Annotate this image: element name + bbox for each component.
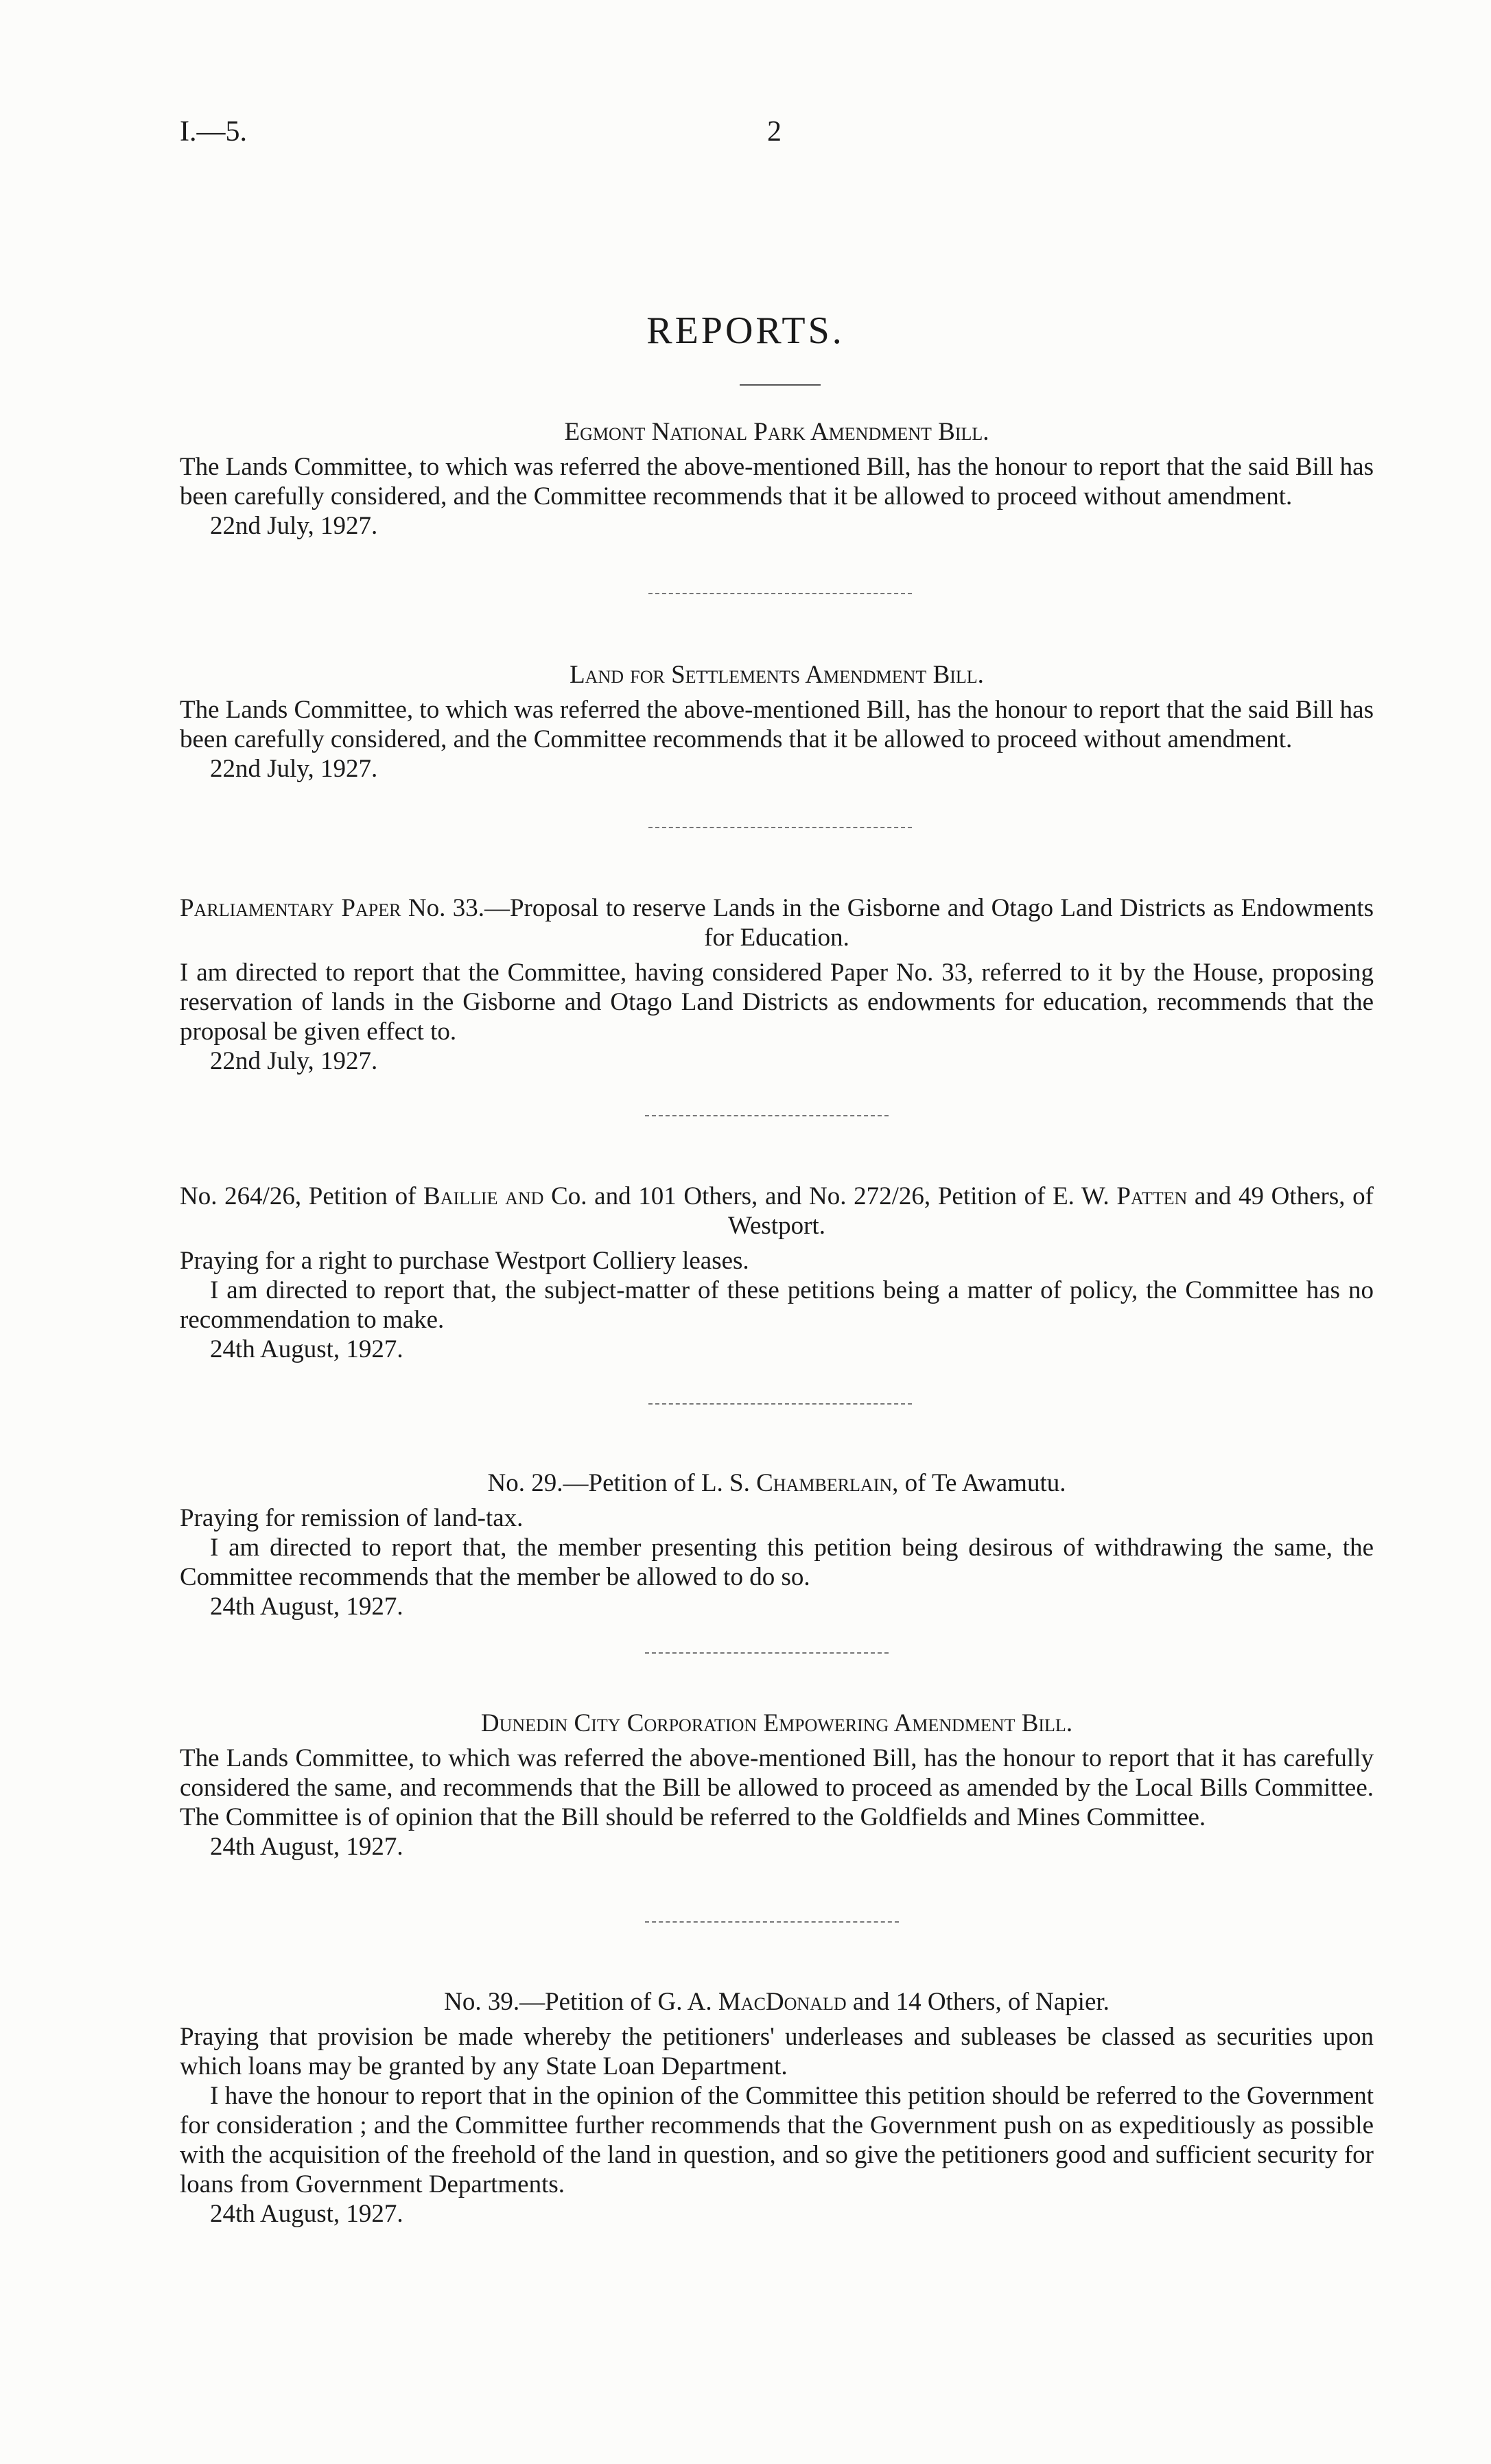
separator-rule — [648, 593, 912, 594]
report-body — [180, 2022, 1374, 2229]
report-land-settlements-bill — [180, 660, 1374, 784]
report-heading: Land for Settlements Amendment Bill. — [570, 661, 984, 689]
report-egmont-bill — [180, 417, 1374, 541]
report-date: 22nd July, 1927. — [210, 755, 378, 783]
report-body — [180, 958, 1374, 1076]
heading-text: No. 33.—Proposal to reserve Lands in the Gisborne and Otago Land Districts as Endowments for Education. — [408, 894, 1374, 952]
separator-rule — [645, 1921, 899, 1923]
heading-name: Chamberlain — [756, 1469, 893, 1497]
report-paragraph: I am directed to report that, the member presenting this petition being desirous of withdrawing the same, the Committee recommends that the member be allowed to do so. — [180, 1534, 1374, 1591]
report-prayer: Praying for a right to purchase Westport Colliery leases. — [180, 1247, 749, 1275]
report-heading: Egmont National Park Amendment Bill. — [564, 418, 989, 446]
report-paragraph: The Lands Committee, to which was referred the above-mentioned Bill, has the honour to report that it has carefully considered the same, and recommends that the Bill be allowed to proceed as amended by the Local Bills Committee. The Committee is of opinion that the Bill should be referred to the Goldfields and Mines Committee. — [180, 1744, 1374, 1831]
heading-name: Baillie and — [423, 1182, 544, 1210]
heading-text: No. 29.—Petition of L. S. — [487, 1469, 757, 1497]
separator-rule — [648, 1403, 912, 1405]
report-heading: Dunedin City Corporation Empowering Amendment Bill. — [480, 1709, 1073, 1737]
report-body — [180, 695, 1374, 784]
heading-name: Patten — [1116, 1182, 1188, 1210]
separator-rule — [645, 1115, 889, 1116]
report-heading — [180, 1182, 1374, 1241]
report-petition-29 — [180, 1468, 1374, 1621]
report-paragraph: The Lands Committee, to which was referred the above-mentioned Bill, has the honour to report that the said Bill has been carefully considered, and the Committee recommends that it be allowed to proceed without amendment. — [180, 696, 1374, 753]
report-paragraph: I have the honour to report that in the opinion of the Committee this petition should be referred to the Government for consideration ; and the Committee further recommends that the Government push on as expeditiously as possible with the acquisition of the freehold of the land in question, and so give the petitioners good and sufficient security for loans from Government Departments. — [180, 2082, 1374, 2198]
heading-prefix: Parliamentary Paper — [180, 894, 401, 922]
document-reference: I.—5. — [180, 116, 247, 148]
report-body — [180, 1744, 1374, 1862]
report-petition-39 — [180, 1987, 1374, 2229]
heading-name: MacDonald — [718, 1988, 847, 2016]
report-body — [180, 452, 1374, 541]
report-prayer: Praying for remission of land-tax. — [180, 1504, 524, 1532]
heading-text: and 49 Others, of Westport. — [728, 1182, 1374, 1240]
heading-text: No. 264/26, Petition of — [180, 1182, 424, 1210]
separator-rule — [645, 1652, 889, 1654]
report-parliamentary-paper-33 — [180, 893, 1374, 1076]
report-date: 22nd July, 1927. — [210, 1047, 378, 1075]
page-title: REPORTS. — [646, 309, 845, 352]
report-date: 24th August, 1927. — [210, 1833, 403, 1861]
report-paragraph: I am directed to report that, the subject-matter of these petitions being a matter of policy, the Committee has no recommendation to make. — [180, 1276, 1374, 1334]
heading-text: No. 39.—Petition of G. A. — [444, 1988, 718, 2016]
report-date: 24th August, 1927. — [210, 1335, 403, 1363]
report-date: 24th August, 1927. — [210, 2200, 403, 2228]
report-petition-264-26 — [180, 1182, 1374, 1364]
report-paragraph: The Lands Committee, to which was referred the above-mentioned Bill, has the honour to report that the said Bill has been carefully considered, and the Committee recommends that it be allowed to proceed without amendment. — [180, 453, 1374, 511]
report-body — [180, 1503, 1374, 1621]
report-heading — [180, 1468, 1374, 1498]
report-body — [180, 1246, 1374, 1364]
separator-rule — [648, 827, 912, 828]
heading-text: Co. and 101 Others, and No. 272/26, Petition of E. W. — [543, 1182, 1117, 1210]
heading-text: and 14 Others, of Napier. — [846, 1988, 1110, 2016]
title-rule — [740, 384, 821, 386]
report-heading — [180, 1987, 1374, 2017]
report-dunedin-bill — [180, 1709, 1374, 1862]
report-paragraph: I am directed to report that the Committee, having considered Paper No. 33, referred to it by the House, proposing reservation of lands in the Gisborne and Otago Land Districts as endowments for education, recommends that the proposal be given effect to. — [180, 959, 1374, 1046]
page-number: 2 — [767, 116, 782, 148]
heading-text: , of Te Awamutu. — [892, 1469, 1066, 1497]
report-heading — [180, 893, 1374, 952]
report-date: 24th August, 1927. — [210, 1593, 403, 1621]
report-date: 22nd July, 1927. — [210, 512, 378, 540]
report-prayer: Praying that provision be made whereby the petitioners' underleases and subleases be classed as securities upon which loans may be granted by any State Loan Department. — [180, 2023, 1374, 2080]
